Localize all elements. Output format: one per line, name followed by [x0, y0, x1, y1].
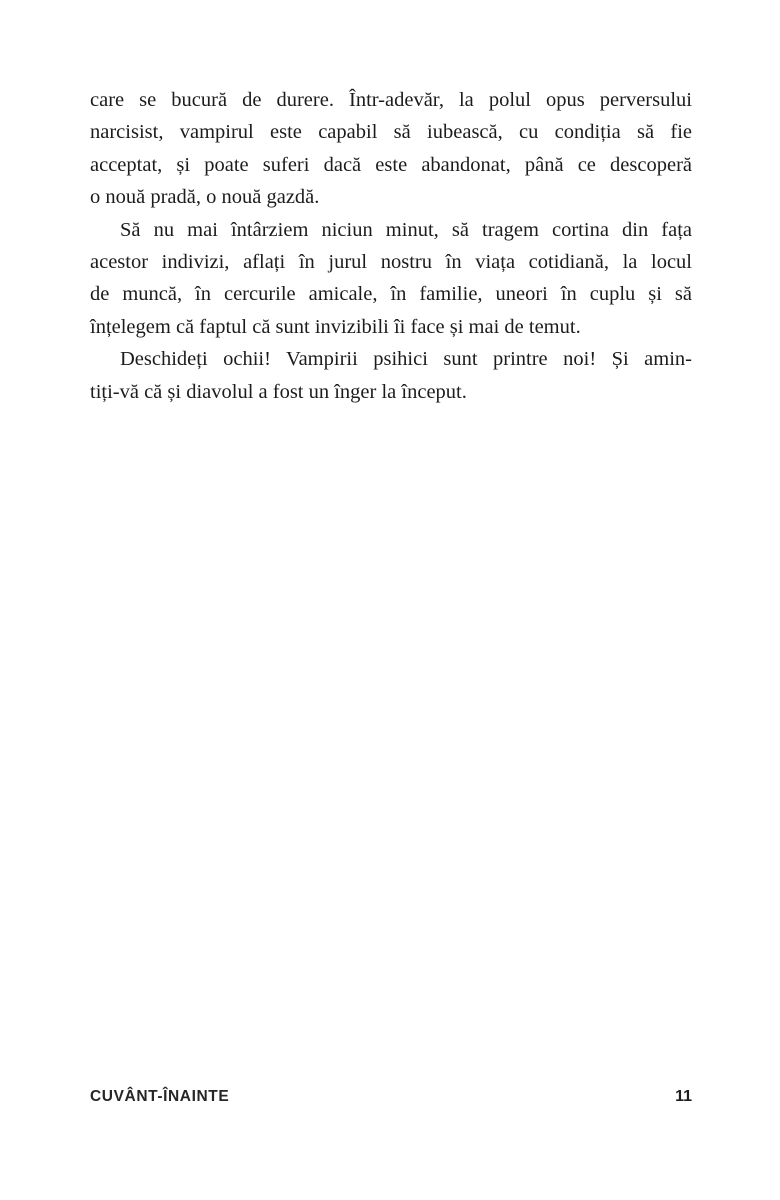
text-line: Deschideți ochii! Vampirii psihici sunt printre noi! Și amin- — [120, 348, 692, 371]
text-line: înțelegem că faptul că sunt invizibili îi face și mai de temut. — [90, 315, 581, 338]
text-line: acestor indivizi, aflați în jurul nostru în viața cotidiană, la locul — [90, 251, 692, 274]
text-line: Să nu mai întârziem niciun minut, să tragem cortina din fața — [120, 218, 692, 241]
page-footer — [90, 1088, 692, 1106]
paragraph — [90, 343, 692, 408]
text-line: de muncă, în cercurile amicale, în familie, uneori în cuplu și să — [90, 283, 692, 306]
paragraph — [90, 84, 692, 214]
paragraph — [90, 214, 692, 344]
text-line: o nouă pradă, o nouă gazdă. — [90, 186, 320, 209]
text-line: tiți-vă că și diavolul a fost un înger la început. — [90, 380, 467, 403]
text-line: narcisist, vampirul este capabil să iubească, cu condiția să fie — [90, 121, 692, 144]
page-number: 11 — [675, 1088, 692, 1105]
text-block — [90, 84, 692, 408]
text-line: care se bucură de durere. Într-adevăr, la polul opus perversului — [90, 89, 692, 111]
text-line: acceptat, și poate suferi dacă este abandonat, până ce descoperă — [90, 153, 692, 176]
running-title: CUVÂNT-ÎNAINTE — [90, 1088, 230, 1105]
